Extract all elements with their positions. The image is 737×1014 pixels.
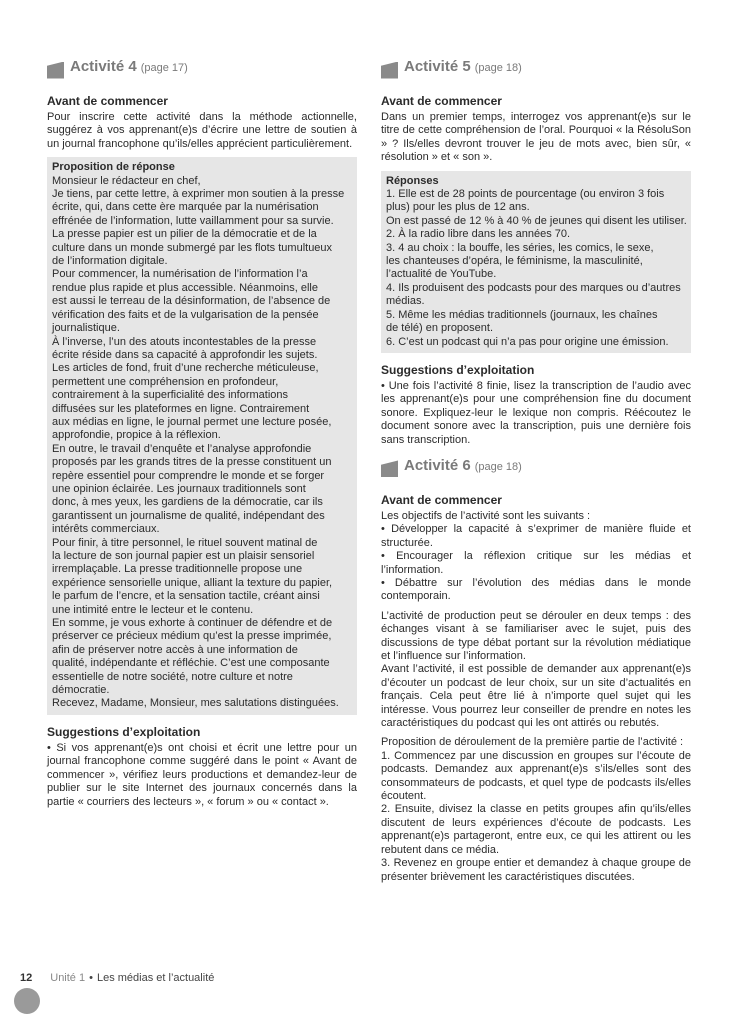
text-line: écrite réside dans sa capacité à approfondir les sujets. — [52, 348, 318, 361]
text-line: garantissent un journalisme de qualité, indépendant des — [52, 509, 325, 522]
text-line: les chanteuses d’opéra, le féminisme, la masculinité, — [386, 255, 643, 268]
right-column — [381, 58, 691, 884]
answers-title: Réponses — [386, 174, 439, 187]
objective-item: • Développer la capacité à s’exprimer de manière fluide et structurée. — [381, 523, 691, 549]
objectives-intro: Les objectifs de l’activité sont les suivants : — [381, 509, 591, 522]
text-line: En outre, le travail d’enquête et l’analyse approfondie — [52, 442, 312, 455]
page-footer — [20, 972, 214, 984]
left-column — [47, 58, 357, 809]
text-line: est aussi le terreau de la désinformation, de l’absence de — [52, 295, 331, 308]
text-line: intérêts commerciaux. — [52, 523, 160, 536]
text-line: Pour finir, à titre personnel, le rituel souvent matinal de — [52, 536, 318, 549]
text-line: permettent une compréhension en profondeur, — [52, 375, 279, 388]
text-line: de télé) en proposent. — [386, 322, 494, 335]
text-line: 5. Même les médias traditionnels (journaux, les chaînes — [386, 308, 658, 321]
text-line: journalistique. — [52, 322, 120, 335]
text-line: aux médias en ligne, le journal permet une lecture posée, — [52, 415, 332, 428]
objective-item: • Débattre sur l’évolution des médias dans le monde contemporain. — [381, 576, 691, 603]
text-line: l’actualité de YouTube. — [386, 268, 497, 281]
text-line: une intimité entre le lecteur et le contenu. — [52, 603, 254, 616]
before-start-text: Pour inscrire cette activité dans la méthode actionnelle, suggérez à vos apprenant(e)s d’écrire une lettre de soutien à un journal francophone qu’ils/elles apprécient particulièrement. — [47, 111, 357, 150]
activity-marker-icon — [47, 62, 64, 79]
text-line: Monsieur le rédacteur en chef, — [52, 174, 201, 187]
text-line: démocratie. — [52, 684, 110, 697]
text-line: En somme, je vous exhorte à continuer de défendre et de — [52, 617, 333, 630]
text-line: rendue plus rapide et plus accessible. Néanmoins, elle — [52, 281, 318, 294]
unit-label: Unité 1 — [50, 972, 86, 984]
activity-4-title: Activité 4 — [70, 58, 137, 75]
text-line: Les articles de fond, fruit d’une recherche méticuleuse, — [52, 362, 319, 375]
text-line: vérification des faits et de la vulgarisation de la pensée — [52, 308, 319, 321]
before-start-heading: Avant de commencer — [381, 94, 502, 108]
answers-box — [381, 171, 691, 353]
text-line: À l’inverse, l’un des atouts incontestables de la presse — [52, 335, 317, 348]
text-line: proposés par les grands titres de la presse constituent un — [52, 456, 332, 469]
suggestions-heading: Suggestions d’exploitation — [47, 724, 201, 739]
suggestions-text: • Une fois l’activité 8 finie, lisez la transcription de l’audio avec les apprenant(e)s pour une compréhension fine du document sonore. Expliquez-leur le lexique non compris. Réécoutez le document sonore avec la transcription, puis une dernière fois sans transcription. — [381, 379, 691, 446]
step-item: 3. Revenez en groupe entier et demandez à chaque groupe de présenter brièvement les caractéristiques discutées. — [381, 857, 691, 883]
text-line: 4. Ils produisent des podcasts pour des marques ou d’autres — [386, 281, 681, 294]
text-line: Recevez, Madame, Monsieur, mes salutations distinguées. — [52, 697, 339, 710]
activity-6-heading — [381, 457, 691, 481]
suggestions-text: • Si vos apprenant(e)s ont choisi et écrit une lettre pour un journal francophone comme suggéré dans le point « Avant de commencer », vérifiez leurs productions et demandez-leur de publier sur le site Internet des journaux concernés dans la partie « courriers des lecteurs », « forum » ou « contact ». — [47, 741, 357, 808]
step-item: 2. Ensuite, divisez la classe en petits groupes afin qu’ils/elles discutent de leurs expériences d’écoute de podcasts. Les apprenant(e)s partageront, entre eux, ce qui les attirent ou les rebutent dans ce média. — [381, 803, 691, 856]
text-line: le parfum de l’encre, et la sensation tactile, créant ainsi — [52, 590, 320, 603]
text-line: plus) pour les plus de 12 ans. — [386, 201, 530, 214]
text-line: repère essentiel pour comprendre le monde et se forger — [52, 469, 325, 482]
text-line: la lecture de son journal papier est un plaisir sensoriel — [52, 550, 315, 562]
proposal-box — [47, 157, 357, 715]
text-line: La presse papier est un pilier de la démocratie et de la — [52, 228, 317, 241]
activity-5-heading — [381, 58, 691, 82]
activity-5-page-ref: (page 18) — [474, 62, 522, 74]
chapter-title: Les médias et l’actualité — [96, 972, 215, 984]
text-line: On est passé de 12 % à 40 % de jeunes qui disent les utiliser. — [386, 214, 687, 227]
text-line: contrairement à la superficialité des informations — [52, 389, 289, 402]
text-line: une opinion éclairée. Les journaux traditionnels sont — [52, 482, 306, 495]
steps-intro: Proposition de déroulement de la première partie de l’activité : — [381, 736, 684, 749]
suggestions-heading: Suggestions d’exploitation — [381, 362, 535, 377]
proposal-letter — [52, 175, 351, 711]
step-item: 1. Commencez par une discussion en groupes sur l’écoute de podcasts. Demandez aux apprenant(e)s s’ils/elles sont des consommateurs de podcasts, et quel type de podcasts ils/elles écoutent. — [381, 749, 691, 803]
activity-6-title: Activité 6 — [404, 456, 471, 474]
answers-list — [386, 188, 685, 349]
page-corner-circle — [14, 988, 40, 1014]
text-line: irremplaçable. La presse traditionnelle propose une — [52, 563, 303, 576]
text-line: essentielle de notre société, notre culture et notre — [52, 670, 293, 683]
activity-4-page-ref: (page 17) — [140, 62, 188, 74]
activity-marker-icon — [381, 460, 398, 477]
text-line: préserver ce précieux médium qu’est la presse imprimée, — [52, 630, 332, 643]
text-line: donc, à mes yeux, les gardiens de la démocratie, car ils — [52, 496, 323, 509]
text-line: culture dans un monde submergé par les flots tumultueux — [52, 241, 333, 254]
proposal-title: Proposition de réponse — [52, 161, 175, 174]
text-line: 3. 4 au choix : la bouffe, les séries, les comics, le sexe, — [386, 241, 654, 254]
text-line: diffusées sur les plateformes en ligne. Contrairement — [52, 402, 310, 415]
text-line: 2. À la radio libre dans les années 70. — [386, 228, 571, 241]
text-line: 1. Elle est de 28 points de pourcentage (ou environ 3 fois — [386, 188, 665, 201]
text-line: expérience sensorielle unique, alliant la texture du papier, — [52, 576, 333, 589]
text-line: écrite, qui, dans cette ère marquée par la numérisation — [52, 201, 319, 214]
text-line: qualité, indépendante et réfléchie. C’est une composante — [52, 657, 330, 670]
objective-item: • Encourager la réflexion critique sur les médias et l’information. — [381, 550, 691, 576]
page-number: 12 — [20, 972, 33, 984]
text-line: approfondie, propice à la réflexion. — [52, 429, 221, 442]
activity-5-title: Activité 5 — [404, 58, 471, 75]
before-start-heading: Avant de commencer — [381, 492, 502, 507]
text-line: de l’information digitale. — [52, 255, 168, 268]
text-line: médias. — [386, 295, 425, 308]
production-text: L’activité de production peut se dérouler en deux temps : des échanges visant à se familiariser avec le sujet, puis des discussions de type débat portant sur la révolution médiatique et l’influence sur l’information. — [381, 609, 691, 662]
text-line: 6. C’est un podcast qui n’a pas pour origine une émission. — [386, 335, 669, 348]
footer-bullet: • — [89, 972, 93, 984]
activity-marker-icon — [381, 62, 398, 79]
activity-6-page-ref: (page 18) — [474, 460, 522, 473]
before-activity-text: Avant l’activité, il est possible de demander aux apprenant(e)s d’écouter un podcast de leur choix, sur un site d’actualités en français. Cela peut être lié à n’importe quel sujet qui les intéresse. Vous pourrez leur conseiller de prendre en notes les caractéristiques du podcast qui les ont attirés ou rebutés. — [381, 663, 691, 730]
before-start-heading: Avant de commencer — [47, 94, 168, 108]
text-line: afin de préserver notre accès à une information de — [52, 643, 298, 656]
text-line: effrénée de l’information, lutte vaillamment pour sa survie. — [52, 214, 334, 227]
activity-4-heading — [47, 58, 357, 82]
text-line: Je tiens, par cette lettre, à exprimer mon soutien à la presse — [52, 188, 345, 201]
text-line: Pour commencer, la numérisation de l’information l’a — [52, 268, 308, 281]
before-start-text: Dans un premier temps, interrogez vos apprenant(e)s sur le titre de cette compréhension de l’oral. Pourquoi « la RésoluSon » ? Ils/elles devront trouver le jeu de mots avec, bien sûr, « résolution » et « son ». — [381, 111, 691, 164]
